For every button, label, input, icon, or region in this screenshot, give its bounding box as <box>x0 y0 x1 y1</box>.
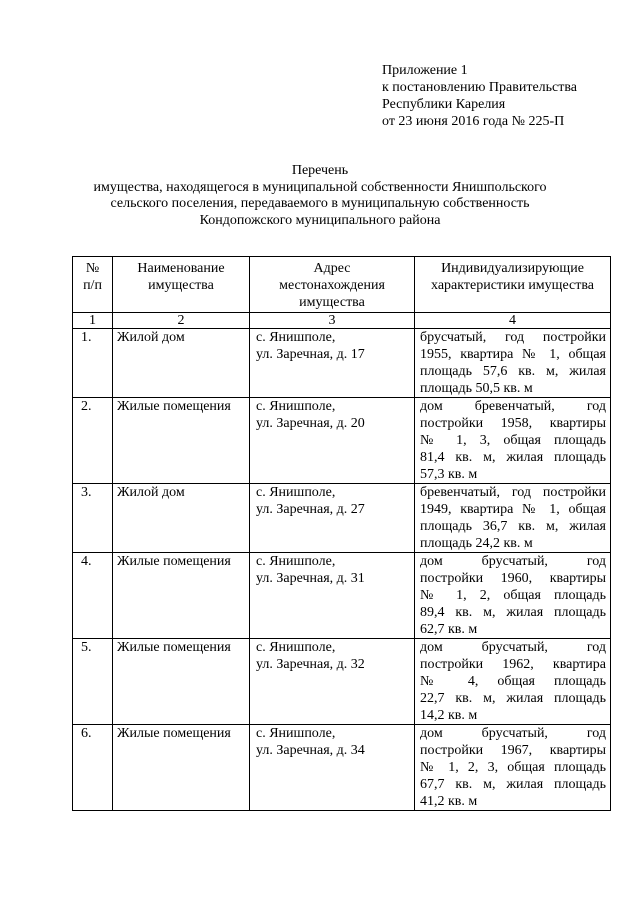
property-characteristics <box>415 329 611 398</box>
row-number: 1. <box>73 329 113 398</box>
property-characteristics <box>415 398 611 484</box>
address-line: с. Янишполе, <box>256 726 336 741</box>
property-name <box>113 639 250 725</box>
title-line: Перечень <box>291 163 349 178</box>
header-line: № <box>85 261 100 276</box>
characteristics-line: 57,3 кв. м <box>420 467 478 482</box>
address-line: с. Янишполе, <box>256 554 336 569</box>
header-line: Наименование <box>137 261 225 276</box>
appendix-line: Республики Карелия <box>382 97 506 112</box>
property-name <box>113 398 250 484</box>
table-row <box>73 725 611 811</box>
characteristics-line: постройки 1967, квартиры <box>420 743 606 758</box>
row-number: 3. <box>73 484 113 553</box>
row-number: 2. <box>73 398 113 484</box>
title-line: имущества, находящегося в муниципальной собственности Янишпольского <box>93 179 547 195</box>
address-line: с. Янишполе, <box>256 640 336 655</box>
header-line: имущества <box>148 278 214 293</box>
table-row <box>73 329 611 398</box>
characteristics-line: площадь 36,7 кв. м, жилая <box>420 519 606 534</box>
appendix-block <box>382 62 577 130</box>
table-row <box>73 553 611 639</box>
property-name-text: Жилые помещения <box>117 726 231 741</box>
column-number: 3 <box>250 313 415 329</box>
table-row <box>73 639 611 725</box>
characteristics-line: площадь 57,6 кв. м, жилая <box>420 364 606 379</box>
address-line: ул. Заречная, д. 34 <box>256 743 365 758</box>
characteristics-line: 14,2 кв. м <box>420 708 478 723</box>
characteristics-line: дом брусчатый, год <box>420 554 606 569</box>
header-line: имущества <box>299 295 365 310</box>
appendix-line: Приложение 1 <box>382 63 468 78</box>
characteristics-line: 41,2 кв. м <box>420 794 478 809</box>
document-title <box>60 163 580 229</box>
characteristics-line: 1955, квартира № 1, общая <box>420 347 606 362</box>
header-line: местонахождения <box>279 278 385 293</box>
property-name <box>113 329 250 398</box>
appendix-line: от 23 июня 2016 года № 225-П <box>382 114 565 129</box>
property-name-text: Жилые помещения <box>117 640 231 655</box>
address-line: ул. Заречная, д. 32 <box>256 657 365 672</box>
property-name-text: Жилые помещения <box>117 399 231 414</box>
address-line: ул. Заречная, д. 17 <box>256 347 365 362</box>
characteristics-line: 62,7 кв. м <box>420 622 478 637</box>
row-number: 4. <box>73 553 113 639</box>
property-characteristics <box>415 484 611 553</box>
characteristics-line: № 1, 2, общая площадь <box>420 588 606 603</box>
address-line: ул. Заречная, д. 31 <box>256 571 365 586</box>
characteristics-line: 67,7 кв. м, жилая площадь <box>420 777 606 792</box>
header-num <box>73 257 113 313</box>
property-address <box>250 553 415 639</box>
characteristics-line: 81,4 кв. м, жилая площадь <box>420 450 606 465</box>
characteristics-line: площадь 50,5 кв. м <box>420 381 533 396</box>
header-line: Индивидуализирующие <box>441 261 584 276</box>
appendix-line: к постановлению Правительства <box>382 80 578 95</box>
address-line: с. Янишполе, <box>256 399 336 414</box>
row-number: 5. <box>73 639 113 725</box>
property-name <box>113 553 250 639</box>
characteristics-line: № 1, 3, общая площадь <box>420 433 606 448</box>
property-name-text: Жилой дом <box>117 330 185 345</box>
characteristics-line: дом брусчатый, год <box>420 726 606 741</box>
characteristics-line: № 4, общая площадь <box>420 674 606 689</box>
characteristics-line: 22,7 кв. м, жилая площадь <box>420 691 606 706</box>
table-row <box>73 398 611 484</box>
table-header-row <box>73 257 611 313</box>
title-line: Кондопожского муниципального района <box>199 212 441 228</box>
property-characteristics <box>415 639 611 725</box>
characteristics-line: 89,4 кв. м, жилая площадь <box>420 605 606 620</box>
column-number: 2 <box>113 313 250 329</box>
property-name-text: Жилой дом <box>117 485 185 500</box>
property-address <box>250 329 415 398</box>
property-address <box>250 398 415 484</box>
characteristics-line: постройки 1958, квартиры <box>420 416 606 431</box>
column-number: 1 <box>73 313 113 329</box>
header-line: характеристики имущества <box>431 278 594 293</box>
address-line: с. Янишполе, <box>256 330 336 345</box>
characteristics-line: постройки 1960, квартиры <box>420 571 606 586</box>
address-line: с. Янишполе, <box>256 485 336 500</box>
characteristics-line: брусчатый, год постройки <box>420 330 606 345</box>
characteristics-line: 1949, квартира № 1, общая <box>420 502 606 517</box>
characteristics-line: постройки 1962, квартира <box>420 657 606 672</box>
row-number: 6. <box>73 725 113 811</box>
header-line: п/п <box>83 278 102 293</box>
header-name <box>113 257 250 313</box>
column-number: 4 <box>415 313 611 329</box>
property-characteristics <box>415 553 611 639</box>
property-table <box>72 256 611 811</box>
header-line: Адрес <box>313 261 351 276</box>
property-name-text: Жилые помещения <box>117 554 231 569</box>
column-numbers-row <box>73 313 611 329</box>
property-address <box>250 725 415 811</box>
title-line: сельского поселения, передаваемого в муниципальную собственность <box>110 196 530 211</box>
characteristics-line: № 1, 2, 3, общая площадь <box>420 760 606 775</box>
property-address <box>250 639 415 725</box>
characteristics-line: площадь 24,2 кв. м <box>420 536 533 551</box>
address-line: ул. Заречная, д. 20 <box>256 416 365 431</box>
characteristics-line: дом бревенчатый, год <box>420 399 606 414</box>
property-characteristics <box>415 725 611 811</box>
characteristics-line: дом брусчатый, год <box>420 640 606 655</box>
header-address <box>250 257 415 313</box>
property-name <box>113 725 250 811</box>
header-characteristics <box>415 257 611 313</box>
characteristics-line: бревенчатый, год постройки <box>420 485 606 500</box>
address-line: ул. Заречная, д. 27 <box>256 502 365 517</box>
property-address <box>250 484 415 553</box>
table-row <box>73 484 611 553</box>
property-name <box>113 484 250 553</box>
